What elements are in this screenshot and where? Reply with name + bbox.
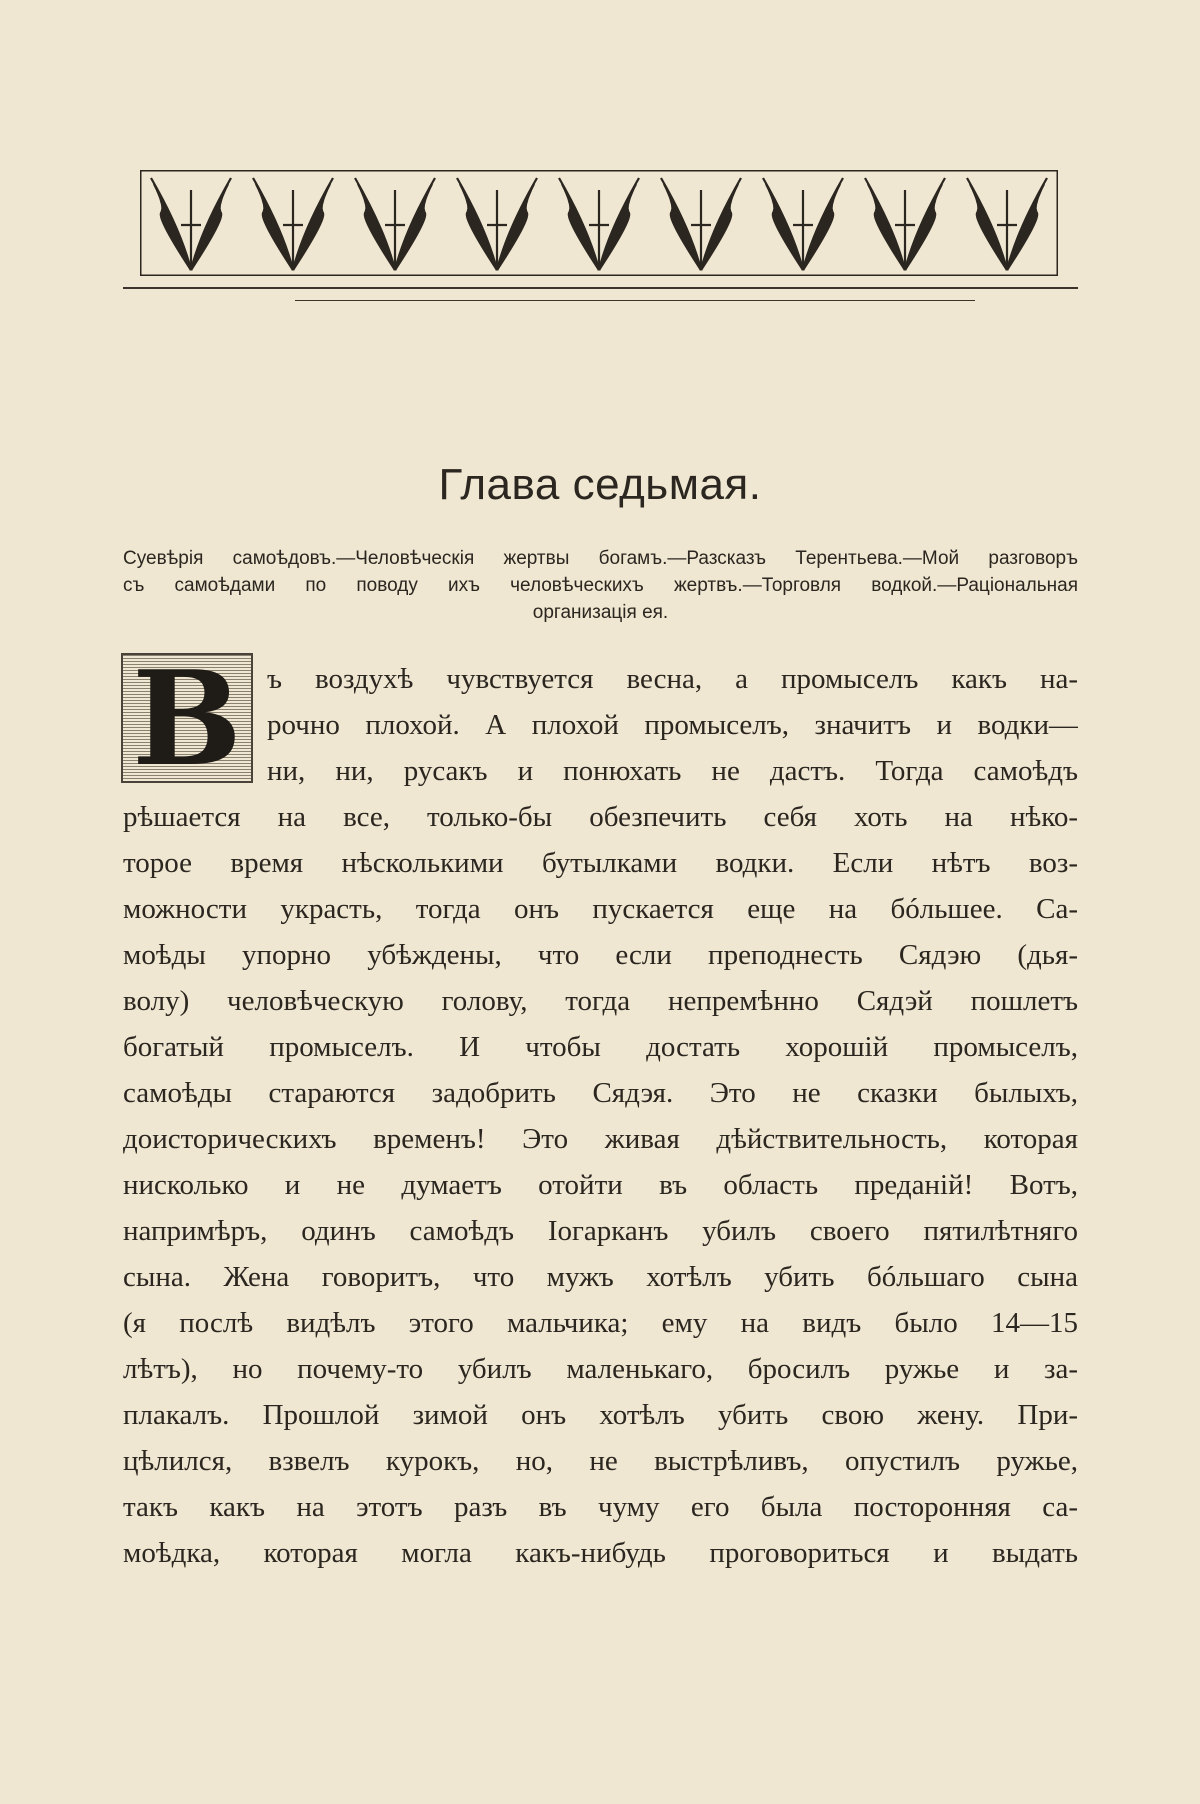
body-line: можности украсть, тогда онъ пускается еще на бóльшее. Са- (123, 893, 1078, 925)
chapter-summary-line: Суевѣрія самоѣдовъ.—Человѣческія жертвы богамъ.—Разсказъ Терентьева.—Мой разговоръ (123, 548, 1078, 569)
header-rule (123, 287, 1078, 289)
body-line: цѣлился, взвелъ курокъ, но, не выстрѣливъ, опустилъ ружье, (123, 1445, 1078, 1477)
body-line: рѣшается на все, только-бы обезпечить себя хоть на нѣко- (123, 801, 1078, 833)
body-line: такъ какъ на этотъ разъ въ чуму его была посторонняя са- (123, 1491, 1078, 1523)
body-line: моѣды упорно убѣждены, что если преподнесть Сядэю (дья- (123, 939, 1078, 971)
body-line: богатый промыселъ. И чтобы достать хорошій промыселъ, (123, 1031, 1078, 1063)
header-ornament (140, 170, 1058, 276)
body-line: доисторическихъ временъ! Это живая дѣйствительность, которая (123, 1123, 1078, 1155)
chapter-title: Глава седьмая. (438, 460, 762, 509)
header-rule-thin (295, 300, 975, 301)
body-line: волу) человѣческую голову, тогда непремѣнно Сядэй пошлетъ (123, 985, 1078, 1017)
body-line: моѣдка, которая могла какъ-нибудь проговориться и выдать (123, 1537, 1078, 1569)
body-line: рочно плохой. А плохой промыселъ, значитъ и водки— (267, 709, 1078, 741)
chapter-summary-line: съ самоѣдами по поводу ихъ человѣческихъ жертвъ.—Торговля водкой.—Раціональная (123, 575, 1078, 596)
body-line: лѣтъ), но почему-то убилъ маленькаго, бросилъ ружье и за- (123, 1353, 1078, 1385)
body-line: сына. Жена говоритъ, что мужъ хотѣлъ убить бóльшаго сына (123, 1261, 1078, 1293)
body-line: плакалъ. Прошлой зимой онъ хотѣлъ убить свою жену. При- (123, 1399, 1078, 1431)
body-line: самоѣды стараются задобрить Сядэя. Это не сказки былыхъ, (123, 1077, 1078, 1109)
body-line: нисколько и не думаетъ отойти въ область преданій! Вотъ, (123, 1169, 1078, 1201)
drop-cap-letter: В (132, 642, 242, 795)
body-text (123, 642, 1078, 1576)
body-line: ъ воздухѣ чувствуется весна, а промыселъ какъ на- (267, 663, 1078, 695)
chapter-summary-line: организація ея. (532, 602, 669, 623)
body-line: напримѣръ, одинъ самоѣдъ Іогарканъ убилъ своего пятилѣтняго (123, 1215, 1078, 1247)
body-line: ни, ни, русакъ и понюхать не дастъ. Тогда самоѣдъ (267, 755, 1078, 787)
body-line: торое время нѣсколькими бутылками водки. Если нѣтъ воз- (123, 847, 1078, 879)
body-line: (я послѣ видѣлъ этого мальчика; ему на видъ было 14—15 (123, 1307, 1078, 1339)
